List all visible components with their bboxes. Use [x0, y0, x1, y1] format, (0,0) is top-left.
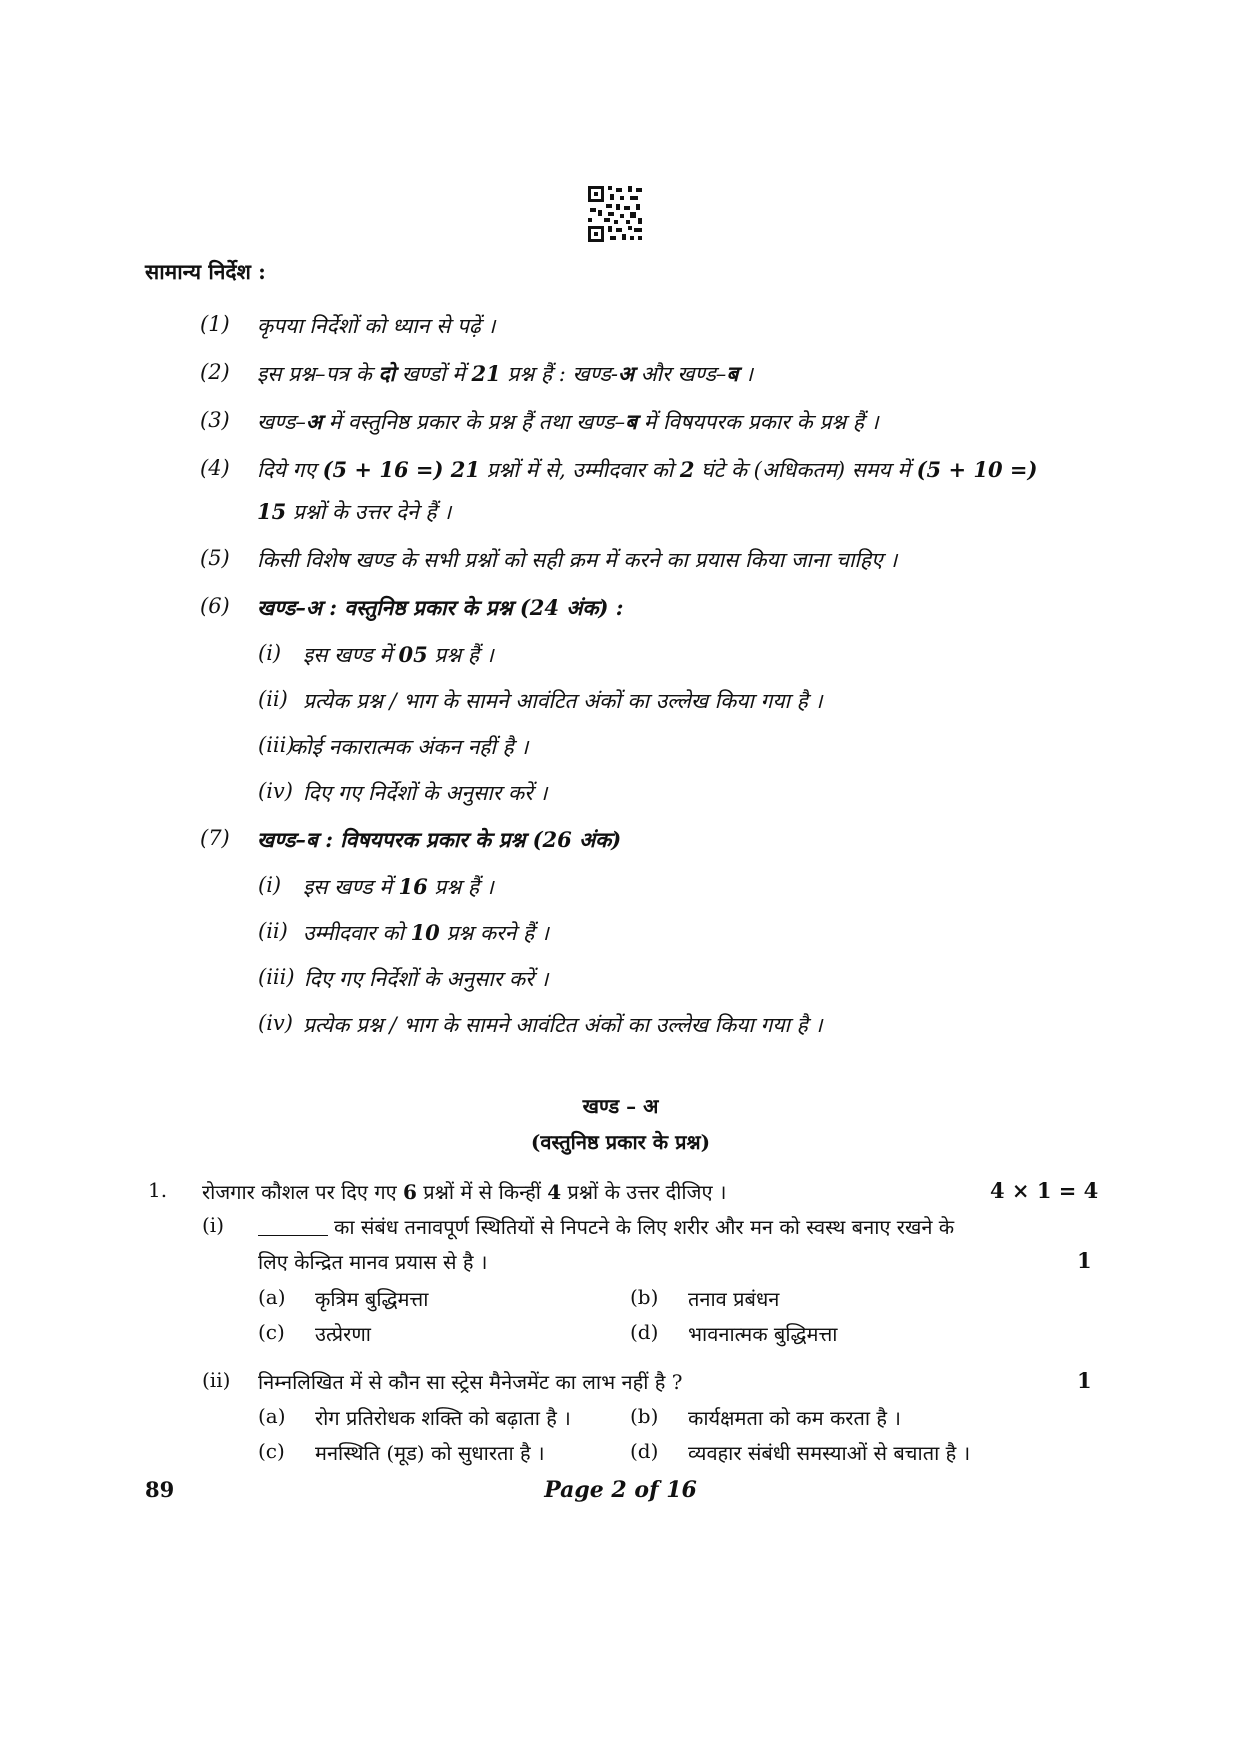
option-label: (d): [630, 1439, 659, 1463]
instruction-number: (1): [200, 312, 230, 336]
sub-instruction-number: (i): [258, 873, 282, 897]
part-number: (ii): [202, 1368, 231, 1392]
instruction-text-cont: 15 प्रश्नों के उत्तर देने हैं ।: [257, 499, 452, 524]
instruction-text: खण्ड–अ : वस्तुनिष्ठ प्रकार के प्रश्न (24 अंक) :: [257, 595, 624, 620]
option-text: तनाव प्रबंधन: [688, 1287, 780, 1311]
instruction-text: इस प्रश्न–पत्र के दो खण्डों में 21 प्रश्न हैं : खण्ड-अ और खण्ड–ब ।: [257, 361, 753, 386]
option-text: भावनात्मक बुद्धिमत्ता: [688, 1322, 838, 1346]
instruction-number: (6): [200, 594, 230, 618]
section-subtitle: (वस्तुनिष्ठ प्रकार के प्रश्न): [530, 1130, 711, 1154]
option-label: (c): [258, 1439, 285, 1463]
sub-instruction-text: इस खण्ड में 16 प्रश्न हैं ।: [303, 874, 494, 899]
option-label: (c): [258, 1320, 285, 1344]
sub-instruction-text: प्रत्येक प्रश्न / भाग के सामने आवंटित अंकों का उल्लेख किया गया है ।: [303, 689, 823, 713]
instruction-text: किसी विशेष खण्ड के सभी प्रश्नों को सही क्रम में करने का प्रयास किया जाना चाहिए ।: [257, 548, 898, 572]
fill-blank: [258, 1235, 328, 1236]
option-text: कार्यक्षमता को कम करता है ।: [688, 1406, 901, 1430]
part-text: का संबंध तनावपूर्ण स्थितियों से निपटने के लिए शरीर और मन को स्वस्थ बनाए रखने के: [258, 1213, 954, 1240]
sub-instruction-text: दिए गए निर्देशों के अनुसार करें ।: [303, 781, 548, 805]
sub-instruction-number: (iii): [258, 733, 295, 757]
part-number: (i): [202, 1213, 225, 1237]
page-number: Page 2 of 16: [544, 1477, 697, 1503]
option-label: (a): [258, 1285, 286, 1309]
sub-instruction-text: कोई नकारात्मक अंकन नहीं है ।: [290, 735, 529, 759]
part-text: निम्नलिखित में से कौन सा स्ट्रेस मैनेजमेंट का लाभ नहीं है ?: [258, 1370, 683, 1394]
instruction-number: (2): [200, 360, 230, 384]
instruction-text: दिये गए (5 + 16 =) 21 प्रश्नों में से, उम्मीदवार को 2 घंटे के (अधिकतम) समय में (5 + 10 =): [257, 457, 1038, 482]
instruction-text: खण्ड–अ में वस्तुनिष्ठ प्रकार के प्रश्न हैं तथा खण्ड–ब में विषयपरक प्रकार के प्रश्न हैं ।: [257, 409, 879, 434]
instruction-text: कृपया निर्देशों को ध्यान से पढ़ें ।: [257, 314, 496, 338]
instruction-text: खण्ड–ब : विषयपरक प्रकार के प्रश्न (26 अंक): [257, 827, 622, 852]
qr-code-icon: [588, 186, 644, 242]
sub-instruction-number: (iv): [258, 779, 293, 803]
sub-instruction-number: (ii): [258, 919, 288, 943]
part-marks: 1: [1077, 1248, 1092, 1273]
part-text-cont: लिए केन्द्रित मानव प्रयास से है ।: [258, 1250, 488, 1274]
option-text: रोग प्रतिरोधक शक्ति को बढ़ाता है ।: [315, 1406, 571, 1430]
question-marks: 4 × 1 = 4: [990, 1178, 1099, 1203]
sub-instruction-text: उम्मीदवार को 10 प्रश्न करने हैं ।: [303, 920, 549, 945]
option-text: कृत्रिम बुद्धिमत्ता: [315, 1287, 429, 1311]
sub-instruction-number: (i): [258, 641, 282, 665]
question-number: 1.: [148, 1178, 168, 1202]
sub-instruction-number: (ii): [258, 687, 288, 711]
sub-instruction-number: (iv): [258, 1011, 293, 1035]
sub-instruction-text: इस खण्ड में 05 प्रश्न हैं ।: [303, 642, 494, 667]
option-label: (b): [630, 1404, 659, 1428]
option-text: व्यवहार संबंधी समस्याओं से बचाता है ।: [688, 1441, 971, 1465]
section-title: खण्ड – अ: [582, 1094, 659, 1118]
sub-instruction-text: प्रत्येक प्रश्न / भाग के सामने आवंटित अंकों का उल्लेख किया गया है ।: [303, 1013, 823, 1037]
option-text: मनस्थिति (मूड) को सुधारता है ।: [315, 1441, 545, 1465]
option-label: (a): [258, 1404, 286, 1428]
sub-instruction-number: (iii): [258, 965, 295, 989]
part-marks: 1: [1077, 1368, 1092, 1393]
instruction-number: (7): [200, 826, 230, 850]
instruction-number: (4): [200, 456, 230, 480]
instruction-number: (3): [200, 408, 230, 432]
question-text: रोजगार कौशल पर दिए गए 6 प्रश्नों में से किन्हीं 4 प्रश्नों के उत्तर दीजिए ।: [202, 1180, 727, 1204]
option-text: उत्प्रेरणा: [315, 1322, 371, 1346]
option-label: (b): [630, 1285, 659, 1309]
option-label: (d): [630, 1320, 659, 1344]
general-instructions-heading: सामान्य निर्देश :: [145, 259, 266, 284]
paper-code: 89: [145, 1477, 175, 1502]
instruction-number: (5): [200, 546, 230, 570]
sub-instruction-text: दिए गए निर्देशों के अनुसार करें ।: [304, 967, 549, 991]
